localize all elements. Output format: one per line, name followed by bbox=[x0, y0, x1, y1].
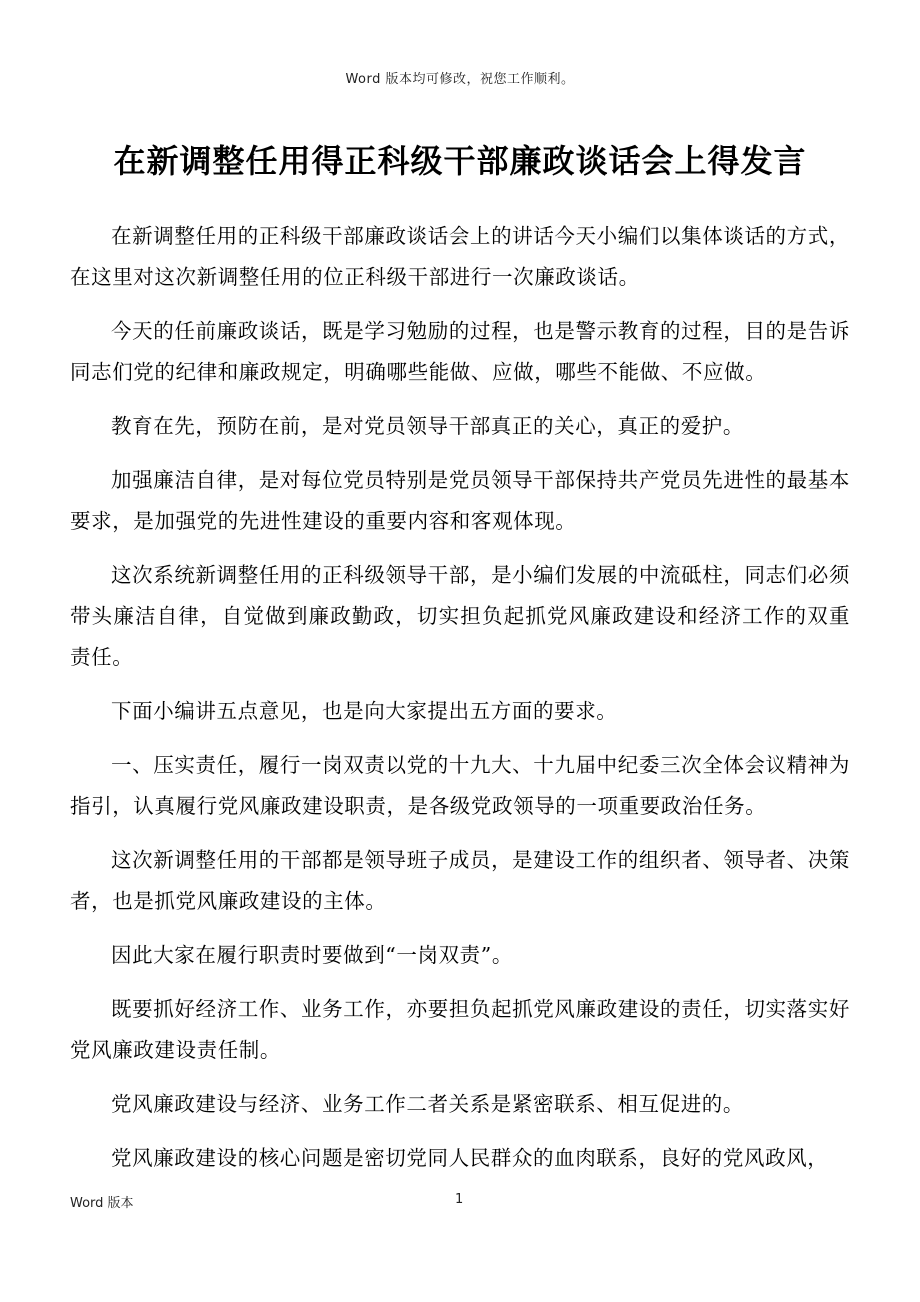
paragraph: 加强廉洁自律，是对每位党员特别是党员领导干部保持共产党员先进性的最基本要求，是加强党的先进性建设的重要内容和客观体现。 bbox=[70, 468, 850, 533]
paragraph: 一、压实责任，履行一岗双责以党的十九大、十九届中纪委三次全体会议精神为指引，认真履行党风廉政建设职责，是各级党政领导的一项重要政治任务。 bbox=[70, 753, 850, 818]
paragraph: 在新调整任用的正科级干部廉政谈话会上的讲话今天小编们以集体谈话的方式，在这里对这次新调整任用的位正科级干部进行一次廉政谈话。 bbox=[70, 224, 850, 289]
paragraph: 这次系统新调整任用的正科级领导干部，是小编们发展的中流砥柱，同志们必须带头廉洁自律，自觉做到廉政勤政，切实担负起抓党风廉政建设和经济工作的双重责任。 bbox=[70, 563, 850, 669]
paragraph: 今天的任前廉政谈话，既是学习勉励的过程，也是警示教育的过程，目的是告诉同志们党的纪律和廉政规定，明确哪些能做、应做，哪些不能做、不应做。 bbox=[70, 319, 850, 384]
paragraph: 因此大家在履行职责时要做到“一岗双责”。 bbox=[111, 943, 513, 967]
paragraph: 既要抓好经济工作、业务工作，亦要担负起抓党风廉政建设的责任，切实落实好党风廉政建设责任制。 bbox=[70, 997, 850, 1062]
document-body bbox=[70, 216, 850, 1192]
paragraph: 党风廉政建设与经济、业务工作二者关系是紧密联系、相互促进的。 bbox=[111, 1092, 744, 1116]
header-note: Word 版本均可修改，祝您工作顺利。 bbox=[345, 72, 575, 87]
paragraph: 教育在先，预防在前，是对党员领导干部真正的关心，真正的爱护。 bbox=[111, 414, 744, 438]
paragraph: 党风廉政建设的核心问题是密切党同人民群众的血肉联系，良好的党风政风， bbox=[111, 1146, 829, 1170]
paragraph: 下面小编讲五点意见，也是向大家提出五方面的要求。 bbox=[111, 699, 618, 723]
page-number: 1 bbox=[455, 1192, 464, 1207]
paragraph: 这次新调整任用的干部都是领导班子成员，是建设工作的组织者、领导者、决策者，也是抓党风廉政建设的主体。 bbox=[70, 848, 850, 913]
footer-label: Word 版本 bbox=[70, 1196, 134, 1211]
document-title: 在新调整任用得正科级干部廉政谈话会上得发言 bbox=[113, 142, 807, 180]
